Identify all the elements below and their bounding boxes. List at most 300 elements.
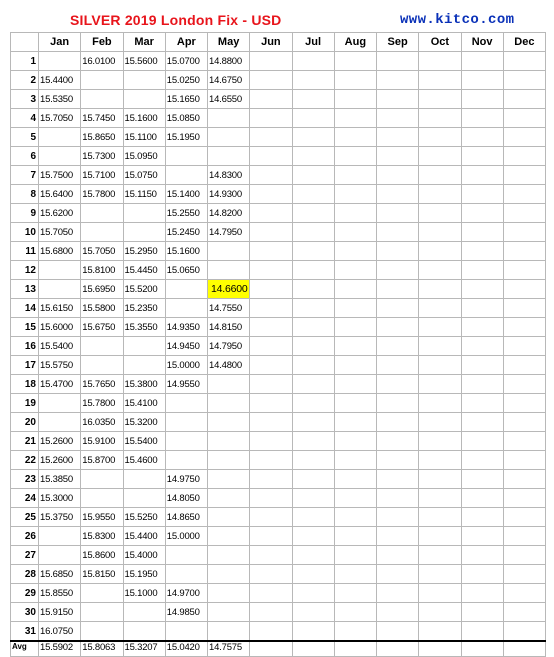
price-cell [81,622,123,642]
price-cell [334,223,376,242]
price-cell [334,432,376,451]
corner-cell [11,33,39,52]
price-cell: 15.5400 [39,337,81,356]
table-row [11,185,546,204]
price-cell [250,204,292,223]
price-cell [503,71,545,90]
price-cell [503,489,545,508]
price-cell [377,375,419,394]
price-cell [377,318,419,337]
price-cell [334,166,376,185]
price-cell: 15.2600 [39,451,81,470]
price-cell [377,432,419,451]
table-row [11,261,546,280]
price-cell [377,546,419,565]
price-cell [165,166,207,185]
price-cell [503,413,545,432]
price-cell [250,489,292,508]
price-cell [250,90,292,109]
price-cell [165,280,207,299]
day-cell: 25 [11,508,39,527]
price-cell: 15.3200 [123,413,165,432]
price-cell [123,470,165,489]
price-cell [419,356,461,375]
price-cell: 14.8050 [165,489,207,508]
price-cell [377,242,419,261]
price-cell [165,413,207,432]
price-cell [503,204,545,223]
price-cell [419,299,461,318]
price-cell: 15.1650 [165,90,207,109]
price-cell: 14.7950 [208,337,250,356]
price-cell [461,584,503,603]
price-cell [461,280,503,299]
price-cell [334,318,376,337]
price-cell [503,128,545,147]
price-cell [39,394,81,413]
price-cell: 15.3850 [39,470,81,489]
price-cell: 15.8600 [81,546,123,565]
price-cell [419,432,461,451]
price-cell [208,375,250,394]
price-cell [123,90,165,109]
price-cell [165,622,207,642]
price-cell: 14.9550 [165,375,207,394]
price-cell [250,147,292,166]
price-cell [292,375,334,394]
price-cell: 15.9550 [81,508,123,527]
price-cell [461,565,503,584]
price-cell [39,52,81,71]
price-cell: 15.5750 [39,356,81,375]
price-cell [419,489,461,508]
price-cell [419,603,461,622]
price-cell: 15.0000 [165,356,207,375]
price-cell [377,223,419,242]
price-cell [81,356,123,375]
price-cell: 15.3000 [39,489,81,508]
header-row [11,33,546,52]
price-cell [503,603,545,622]
price-cell [123,204,165,223]
price-cell [334,71,376,90]
price-cell [334,375,376,394]
price-cell [208,413,250,432]
price-cell: 14.8200 [208,204,250,223]
price-cell [461,622,503,642]
day-cell: 22 [11,451,39,470]
price-cell: 15.8150 [81,565,123,584]
price-cell [81,90,123,109]
price-cell: 15.7050 [81,242,123,261]
site-link[interactable]: www.kitco.com [400,12,515,28]
price-cell [334,470,376,489]
price-cell [292,223,334,242]
price-cell: 15.3550 [123,318,165,337]
price-cell: 15.3800 [123,375,165,394]
price-cell [250,318,292,337]
table-row [11,546,546,565]
price-cell [503,565,545,584]
price-cell [123,356,165,375]
price-cell [419,337,461,356]
price-cell [461,375,503,394]
price-cell [419,546,461,565]
price-cell [461,508,503,527]
price-cell [292,508,334,527]
table-row [11,147,546,166]
price-cell [503,527,545,546]
price-cell [250,470,292,489]
price-cell [250,223,292,242]
price-cell [39,280,81,299]
price-cell: 15.4000 [123,546,165,565]
price-cell: 15.5250 [123,508,165,527]
price-cell [250,242,292,261]
price-cell: 15.6750 [81,318,123,337]
price-cell [334,337,376,356]
price-cell [461,242,503,261]
month-header: Aug [334,33,376,52]
price-cell: 15.6200 [39,204,81,223]
price-cell [123,71,165,90]
price-cell [419,318,461,337]
price-cell: 14.8150 [208,318,250,337]
price-cell [292,451,334,470]
table-row [11,318,546,337]
price-cell [461,451,503,470]
price-cell: 15.2350 [123,299,165,318]
price-cell [461,204,503,223]
price-cell [292,337,334,356]
month-header: Jan [39,33,81,52]
price-cell [292,52,334,71]
table-row [11,166,546,185]
table-row [11,375,546,394]
price-cell: 15.8700 [81,451,123,470]
price-cell: 15.1950 [165,128,207,147]
price-cell [250,394,292,413]
price-cell: 15.2950 [123,242,165,261]
table-row [11,584,546,603]
price-cell [419,413,461,432]
table-row [11,90,546,109]
average-cell: 15.0420 [165,641,207,657]
day-cell: 7 [11,166,39,185]
price-cell [503,451,545,470]
price-cell [419,280,461,299]
day-cell: 15 [11,318,39,337]
price-cell [208,584,250,603]
price-cell [503,432,545,451]
month-header: Sep [377,33,419,52]
price-cell [461,52,503,71]
price-cell: 14.6550 [208,90,250,109]
price-cell [334,90,376,109]
price-cell [334,622,376,642]
price-cell: 15.7100 [81,166,123,185]
table-row [11,565,546,584]
price-cell [419,90,461,109]
price-cell [461,299,503,318]
price-cell [250,299,292,318]
price-cell: 15.6000 [39,318,81,337]
price-cell [292,603,334,622]
price-cell [334,489,376,508]
price-cell [292,166,334,185]
highlighted-price-cell: 14.6600 [208,280,250,299]
price-cell [250,622,292,642]
price-cell [503,185,545,204]
price-cell [334,280,376,299]
price-cell [250,546,292,565]
price-cell [419,185,461,204]
day-cell: 27 [11,546,39,565]
price-cell [377,71,419,90]
price-cell [123,603,165,622]
average-cell: 14.7575 [208,641,250,657]
price-cell: 15.7800 [81,185,123,204]
price-cell [461,147,503,166]
price-cell [165,546,207,565]
price-cell [250,584,292,603]
day-cell: 13 [11,280,39,299]
table-row [11,223,546,242]
table-row [11,394,546,413]
price-cell [461,261,503,280]
price-cell: 15.8550 [39,584,81,603]
price-cell [377,508,419,527]
price-cell [503,109,545,128]
price-cell: 15.5200 [123,280,165,299]
price-cell [250,261,292,280]
price-cell: 15.1000 [123,584,165,603]
average-cell [292,641,334,657]
price-cell [334,185,376,204]
table-row [11,470,546,489]
price-cell: 15.2450 [165,223,207,242]
price-cell [250,109,292,128]
price-cell [334,394,376,413]
price-cell [377,109,419,128]
day-cell: 18 [11,375,39,394]
price-cell [419,147,461,166]
table-row [11,622,546,642]
price-cell [208,128,250,147]
price-cell [503,622,545,642]
price-cell: 15.0750 [123,166,165,185]
table-row [11,489,546,508]
price-cell [250,166,292,185]
price-cell [123,622,165,642]
price-cell [165,432,207,451]
price-cell [503,470,545,489]
price-cell [334,584,376,603]
price-cell: 15.5800 [81,299,123,318]
price-cell: 14.6750 [208,71,250,90]
month-header: Dec [503,33,545,52]
price-cell [81,603,123,622]
price-cell: 15.4450 [123,261,165,280]
price-cell [334,508,376,527]
month-header: Nov [461,33,503,52]
table-row [11,603,546,622]
average-cell [334,641,376,657]
price-cell: 14.9750 [165,470,207,489]
price-cell [334,413,376,432]
price-cell [208,546,250,565]
price-cell: 15.0000 [165,527,207,546]
price-cell: 14.9300 [208,185,250,204]
price-cell [461,185,503,204]
day-cell: 11 [11,242,39,261]
price-cell: 15.4400 [39,71,81,90]
price-cell: 15.2550 [165,204,207,223]
day-cell: 21 [11,432,39,451]
price-cell [461,71,503,90]
price-cell [292,356,334,375]
price-cell: 15.6950 [81,280,123,299]
price-cell [292,261,334,280]
month-header: Oct [419,33,461,52]
price-cell [461,128,503,147]
price-cell [334,451,376,470]
page-title: SILVER 2019 London Fix - USD [70,12,282,28]
price-cell [334,356,376,375]
price-cell [208,527,250,546]
average-cell: 15.5902 [39,641,81,657]
price-cell [165,565,207,584]
price-cell [334,242,376,261]
price-cell [250,413,292,432]
price-cell [461,413,503,432]
price-cell: 15.7300 [81,147,123,166]
price-cell [208,394,250,413]
price-cell [503,261,545,280]
average-cell: 15.3207 [123,641,165,657]
price-cell [461,90,503,109]
price-cell [334,261,376,280]
day-cell: 19 [11,394,39,413]
price-cell [503,90,545,109]
price-cell [292,565,334,584]
price-cell [419,451,461,470]
average-row [11,641,546,657]
price-cell: 15.1400 [165,185,207,204]
price-cell: 15.5350 [39,90,81,109]
price-cell [419,71,461,90]
price-cell [461,489,503,508]
month-header: Feb [81,33,123,52]
price-cell [503,242,545,261]
table-row [11,71,546,90]
price-cell: 14.4800 [208,356,250,375]
price-cell [503,280,545,299]
price-cell [503,546,545,565]
price-cell: 15.7650 [81,375,123,394]
price-cell: 15.7500 [39,166,81,185]
day-cell: 23 [11,470,39,489]
price-cell [208,565,250,584]
price-cell [250,508,292,527]
price-cell [250,337,292,356]
day-cell: 20 [11,413,39,432]
price-cell [208,489,250,508]
price-cell [503,375,545,394]
price-cell [334,527,376,546]
price-cell [377,185,419,204]
price-cell [503,394,545,413]
table-row [11,432,546,451]
day-cell: 9 [11,204,39,223]
price-cell [292,584,334,603]
price-cell [419,242,461,261]
price-cell [123,337,165,356]
price-cell: 15.0950 [123,147,165,166]
price-cell: 15.1600 [165,242,207,261]
table-row [11,204,546,223]
price-cell [377,52,419,71]
price-cell: 15.6850 [39,565,81,584]
price-cell [208,432,250,451]
price-cell: 15.7050 [39,223,81,242]
price-cell: 15.7050 [39,109,81,128]
title-bar [10,4,546,32]
price-cell [419,223,461,242]
price-cell: 15.0850 [165,109,207,128]
price-cell [334,546,376,565]
price-cell [461,432,503,451]
price-cell [208,451,250,470]
price-cell: 14.9350 [165,318,207,337]
price-cell [250,71,292,90]
price-cell [461,166,503,185]
price-cell: 15.8300 [81,527,123,546]
price-cell [292,394,334,413]
price-cell [250,185,292,204]
price-cell [208,603,250,622]
table-row [11,242,546,261]
price-cell [250,128,292,147]
price-cell: 15.1600 [123,109,165,128]
price-cell [503,356,545,375]
price-cell [123,489,165,508]
price-cell: 14.7950 [208,223,250,242]
price-cell [81,584,123,603]
day-cell: 29 [11,584,39,603]
price-cell [461,470,503,489]
price-cell [292,185,334,204]
price-cell [334,128,376,147]
average-cell [377,641,419,657]
price-cell [377,280,419,299]
average-cell [503,641,545,657]
price-cell [419,508,461,527]
table-row [11,299,546,318]
price-cell [419,261,461,280]
price-cell [292,413,334,432]
price-cell [503,584,545,603]
price-cell [377,394,419,413]
day-cell: 31 [11,622,39,642]
price-cell [461,337,503,356]
price-cell [292,71,334,90]
table-row [11,451,546,470]
price-cell [377,489,419,508]
price-table [10,32,546,657]
price-cell: 14.8650 [165,508,207,527]
price-cell [39,147,81,166]
